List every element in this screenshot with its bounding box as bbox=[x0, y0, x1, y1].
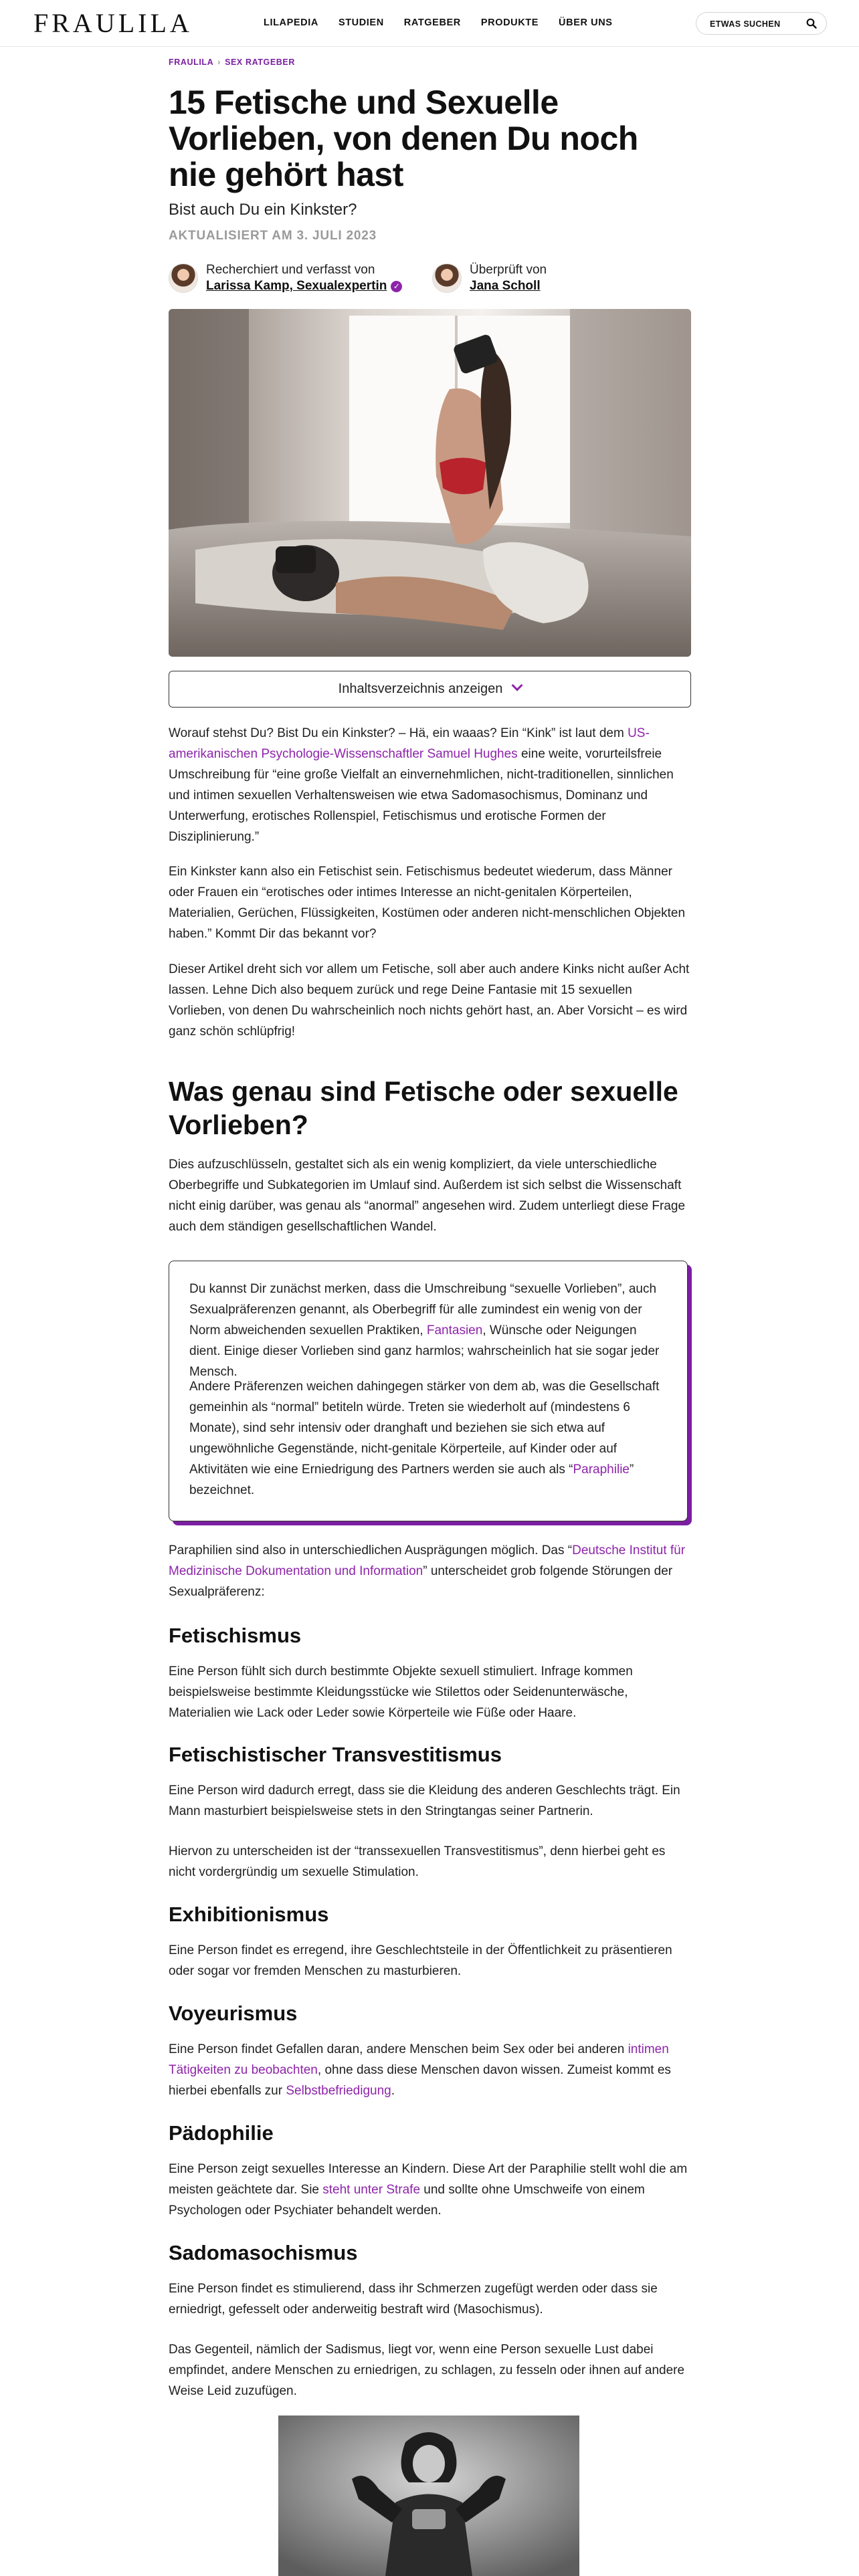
verified-icon: ✓ bbox=[391, 281, 402, 292]
reviewer-name-link[interactable]: Jana Scholl bbox=[470, 279, 541, 293]
hero-image bbox=[169, 309, 691, 657]
link-strafe[interactable]: steht unter Strafe bbox=[322, 2183, 421, 2197]
text-span: Andere Präferenzen weichen dahingegen stärker von dem ab, was die Gesellschaft gemeinhin als “normal” betiteln würde. Treten sie wiederholt auf (mindestens 6 Monate), sind sehr intensiv oder dranghaft und beziehen sie sich etwa auf ungewöhnliche Gegenstände, nicht-genitale Körperteile, auf Kinder oder auf Aktivitäten wie eine Erniedrigung des Partners werden sie auch als “ bbox=[189, 1380, 660, 1477]
section-paragraph-2 bbox=[169, 1540, 691, 1602]
updated-date: AKTUALISIERT AM 3. JULI 2023 bbox=[169, 229, 377, 243]
section-heading: Was genau sind Fetische oder sexuelle Vorlieben? bbox=[169, 1076, 678, 1140]
text-span: . bbox=[391, 2084, 395, 2098]
text-span: Du kannst Dir zunächst merken, dass die Umschreibung “sexuelle Vorlieben”, auch Sexualpräferenzen genannt, als Oberbegriff für alle zumindest ein wenig von der Norm abweichenden sexuellen Praktiken, bbox=[189, 1282, 657, 1337]
text-span: eine weite, vorurteilsfreie Umschreibung für “eine große Vielfalt an einvernehmlichen, nicht-traditionellen, sinnlichen und intimen sexuellen Verhaltensweisen wie etwa Sadomasochismus, Dominanz und Unterwerfung, erotisches Rollenspiel, Fetischismus und erotische Formen der Disziplinierung.” bbox=[169, 747, 674, 844]
link-selbstbefriedigung[interactable]: Selbstbefriedigung bbox=[286, 2084, 391, 2098]
toc-label: Inhaltsverzeichnis anzeigen bbox=[338, 681, 503, 696]
text-span: Paraphilien sind also in unterschiedlichen Ausprägungen möglich. Das “ bbox=[169, 1543, 573, 1558]
text-span: ” unterscheidet grob folgende Störungen der Sexualpräferenz: bbox=[169, 1564, 673, 1599]
chevron-down-icon bbox=[512, 680, 523, 691]
heading-fetischismus: Fetischismus bbox=[169, 1624, 302, 1647]
link-dimdi[interactable]: Deutsche Institut für Medizinische Dokumentation und Information bbox=[169, 1543, 686, 1578]
nav-item-produkte[interactable]: PRODUKTE bbox=[480, 17, 539, 28]
intro-paragraph-3: Dieser Artikel dreht sich vor allem um Fetische, soll aber auch andere Kinks nicht außer Acht lassen. Lehne Dich also bequem zurück und rege Deine Fantasie mit 15 sexuellen Vorlieben, von denen Du wahrscheinlich noch nichts gehört hast, an. Aber Vorsicht – es wird ganz schön schlüpfrig! bbox=[169, 962, 690, 1039]
reviewer-info bbox=[432, 262, 547, 294]
heading-sadomasochismus: Sadomasochismus bbox=[169, 2241, 358, 2264]
nav-item-ueber-uns[interactable]: ÜBER UNS bbox=[559, 17, 613, 28]
callout-paragraph-1 bbox=[189, 1279, 664, 1382]
section-paragraph-1: Dies aufzuschlüsseln, gestaltet sich als ein wenig kompliziert, da viele unterschiedliche Oberbegriffe und Subkategorien im Umlauf sind. Außerdem ist sich selbst die Wissenschaft nicht einig darüber, was genau als “anormal” angesehen wird. Zudem unterliegt diese Frage auch dem ständigen gesellschaftlichen Wandel. bbox=[169, 1158, 686, 1234]
text-voyeurismus bbox=[169, 2039, 691, 2101]
nav-item-studien[interactable]: STUDIEN bbox=[338, 17, 384, 28]
heading-voyeurismus: Voyeurismus bbox=[169, 2002, 298, 2025]
text-span: , Wünsche oder Neigungen dient. Einige dieser Vorlieben sind ganz harmlos; wahrscheinlich hat sie sogar jeder Mensch. bbox=[189, 1323, 660, 1379]
search-input[interactable] bbox=[696, 12, 827, 35]
info-callout bbox=[169, 1261, 688, 1521]
author-label: Recherchiert und verfasst von bbox=[206, 263, 375, 277]
text-sadomasochismus-2: Das Gegenteil, nämlich der Sadismus, liegt vor, wenn eine Person sexuelle Lust dabei empfindet, andere Menschen zu erniedrigen, zu schlagen, zu fesseln oder ihnen auf andere Weise Leid zuzufügen. bbox=[169, 2343, 685, 2398]
link-samuel-hughes[interactable]: US-amerikanischen Psychologie-Wissenschaftler Samuel Hughes bbox=[169, 726, 650, 761]
text-fetischismus: Eine Person fühlt sich durch bestimmte Objekte sexuell stimuliert. Infrage kommen beispielsweise bestimmte Kleidungsstücke wie Stilettos oder Seidenunterwäsche, Materialien wie Lack oder Leder sowie Körperteile wie Füße oder Haare. bbox=[169, 1665, 633, 1720]
text-span: , ohne dass diese Menschen davon wissen. Zumeist kommt es hierbei ebenfalls zur bbox=[169, 2063, 671, 2098]
nav-item-lilapedia[interactable]: LILAPEDIA bbox=[264, 17, 318, 28]
text-span: Worauf stehst Du? Bist Du ein Kinkster? – Hä, ein waaas? Ein “Kink” ist laut dem bbox=[169, 726, 628, 740]
link-paraphilie[interactable]: Paraphilie bbox=[573, 1463, 630, 1477]
site-header bbox=[0, 0, 859, 47]
page-subtitle: Bist auch Du ein Kinkster? bbox=[169, 201, 357, 219]
callout-paragraph-2 bbox=[189, 1376, 664, 1501]
reviewer-avatar[interactable] bbox=[432, 263, 462, 293]
author-avatar[interactable] bbox=[169, 263, 198, 293]
breadcrumb bbox=[169, 58, 691, 67]
nav-item-ratgeber[interactable]: RATGEBER bbox=[403, 17, 461, 28]
text-paedophilie bbox=[169, 2159, 691, 2221]
text-transvestitismus-1: Eine Person wird dadurch erregt, dass sie die Kleidung des anderen Geschlechts trägt. Ein Mann masturbiert beispielsweise stets in den Stringtangas seiner Partnerin. bbox=[169, 1784, 680, 1818]
text-span: Eine Person zeigt sexuelles Interesse an Kindern. Diese Art der Paraphilie stellt wohl die am meisten geächtete dar. Sie bbox=[169, 2162, 688, 2197]
main-nav bbox=[264, 17, 613, 28]
author-info bbox=[169, 262, 402, 294]
text-exhibitionismus: Eine Person findet es erregend, ihre Geschlechtsteile in der Öffentlichkeit zu präsentieren oder sogar vor fremden Menschen zu masturbieren. bbox=[169, 1943, 672, 1978]
text-span: ” bezeichnet. bbox=[189, 1463, 634, 1497]
heading-exhibitionismus: Exhibitionismus bbox=[169, 1903, 329, 1926]
text-transvestitismus-2: Hiervon zu unterscheiden ist der “transsexuellen Transvestitismus”, denn hierbei geht es nicht vordergründig um sexuelle Stimulation. bbox=[169, 1844, 666, 1879]
search-placeholder: ETWAS SUCHEN bbox=[710, 19, 781, 29]
text-span: und sollte ohne Umschweife von einem Psychologen oder Psychiater behandelt werden. bbox=[169, 2183, 645, 2218]
search-icon[interactable] bbox=[806, 18, 817, 29]
link-intime-taetigkeiten[interactable]: intimen Tätigkeiten zu beobachten bbox=[169, 2042, 669, 2077]
site-logo[interactable]: FRAULILA bbox=[33, 8, 193, 38]
text-span: Eine Person findet Gefallen daran, andere Menschen beim Sex oder bei anderen bbox=[169, 2042, 628, 2056]
author-name-link[interactable]: Larissa Kamp, Sexualexpertin bbox=[206, 279, 387, 293]
heading-transvestitismus: Fetischistischer Transvestitismus bbox=[169, 1743, 502, 1766]
link-fantasien[interactable]: Fantasien bbox=[426, 1323, 483, 1337]
heading-paedophilie: Pädophilie bbox=[169, 2121, 274, 2145]
toc-toggle-button[interactable] bbox=[169, 671, 691, 708]
page-title: 15 Fetische und Sexuelle Vorlieben, von denen Du noch nie gehört hast bbox=[169, 84, 638, 193]
breadcrumb-separator: › bbox=[217, 58, 221, 67]
breadcrumb-item-sex-ratgeber[interactable]: SEX RATGEBER bbox=[225, 58, 295, 67]
intro-paragraph-1 bbox=[169, 723, 691, 847]
article-image bbox=[278, 2416, 579, 2576]
breadcrumb-item-home[interactable]: FRAULILA bbox=[169, 58, 214, 67]
text-sadomasochismus-1: Eine Person findet es stimulierend, dass ihr Schmerzen zugefügt werden oder dass sie erniedrigt, gefesselt oder anderweitig bestraft wird (Masochismus). bbox=[169, 2282, 658, 2317]
intro-paragraph-2: Ein Kinkster kann also ein Fetischist sein. Fetischismus bedeutet wiederum, dass Männer oder Frauen ein “erotisches oder intimes Interesse an nicht-genitalen Körperteilen, Materialien, Gerüchen, Flüssigkeiten, Kostümen oder anderen nicht-menschlichen Objekten haben.” Kommt Dir das bekannt vor? bbox=[169, 865, 686, 941]
reviewer-label: Überprüft von bbox=[470, 263, 547, 277]
